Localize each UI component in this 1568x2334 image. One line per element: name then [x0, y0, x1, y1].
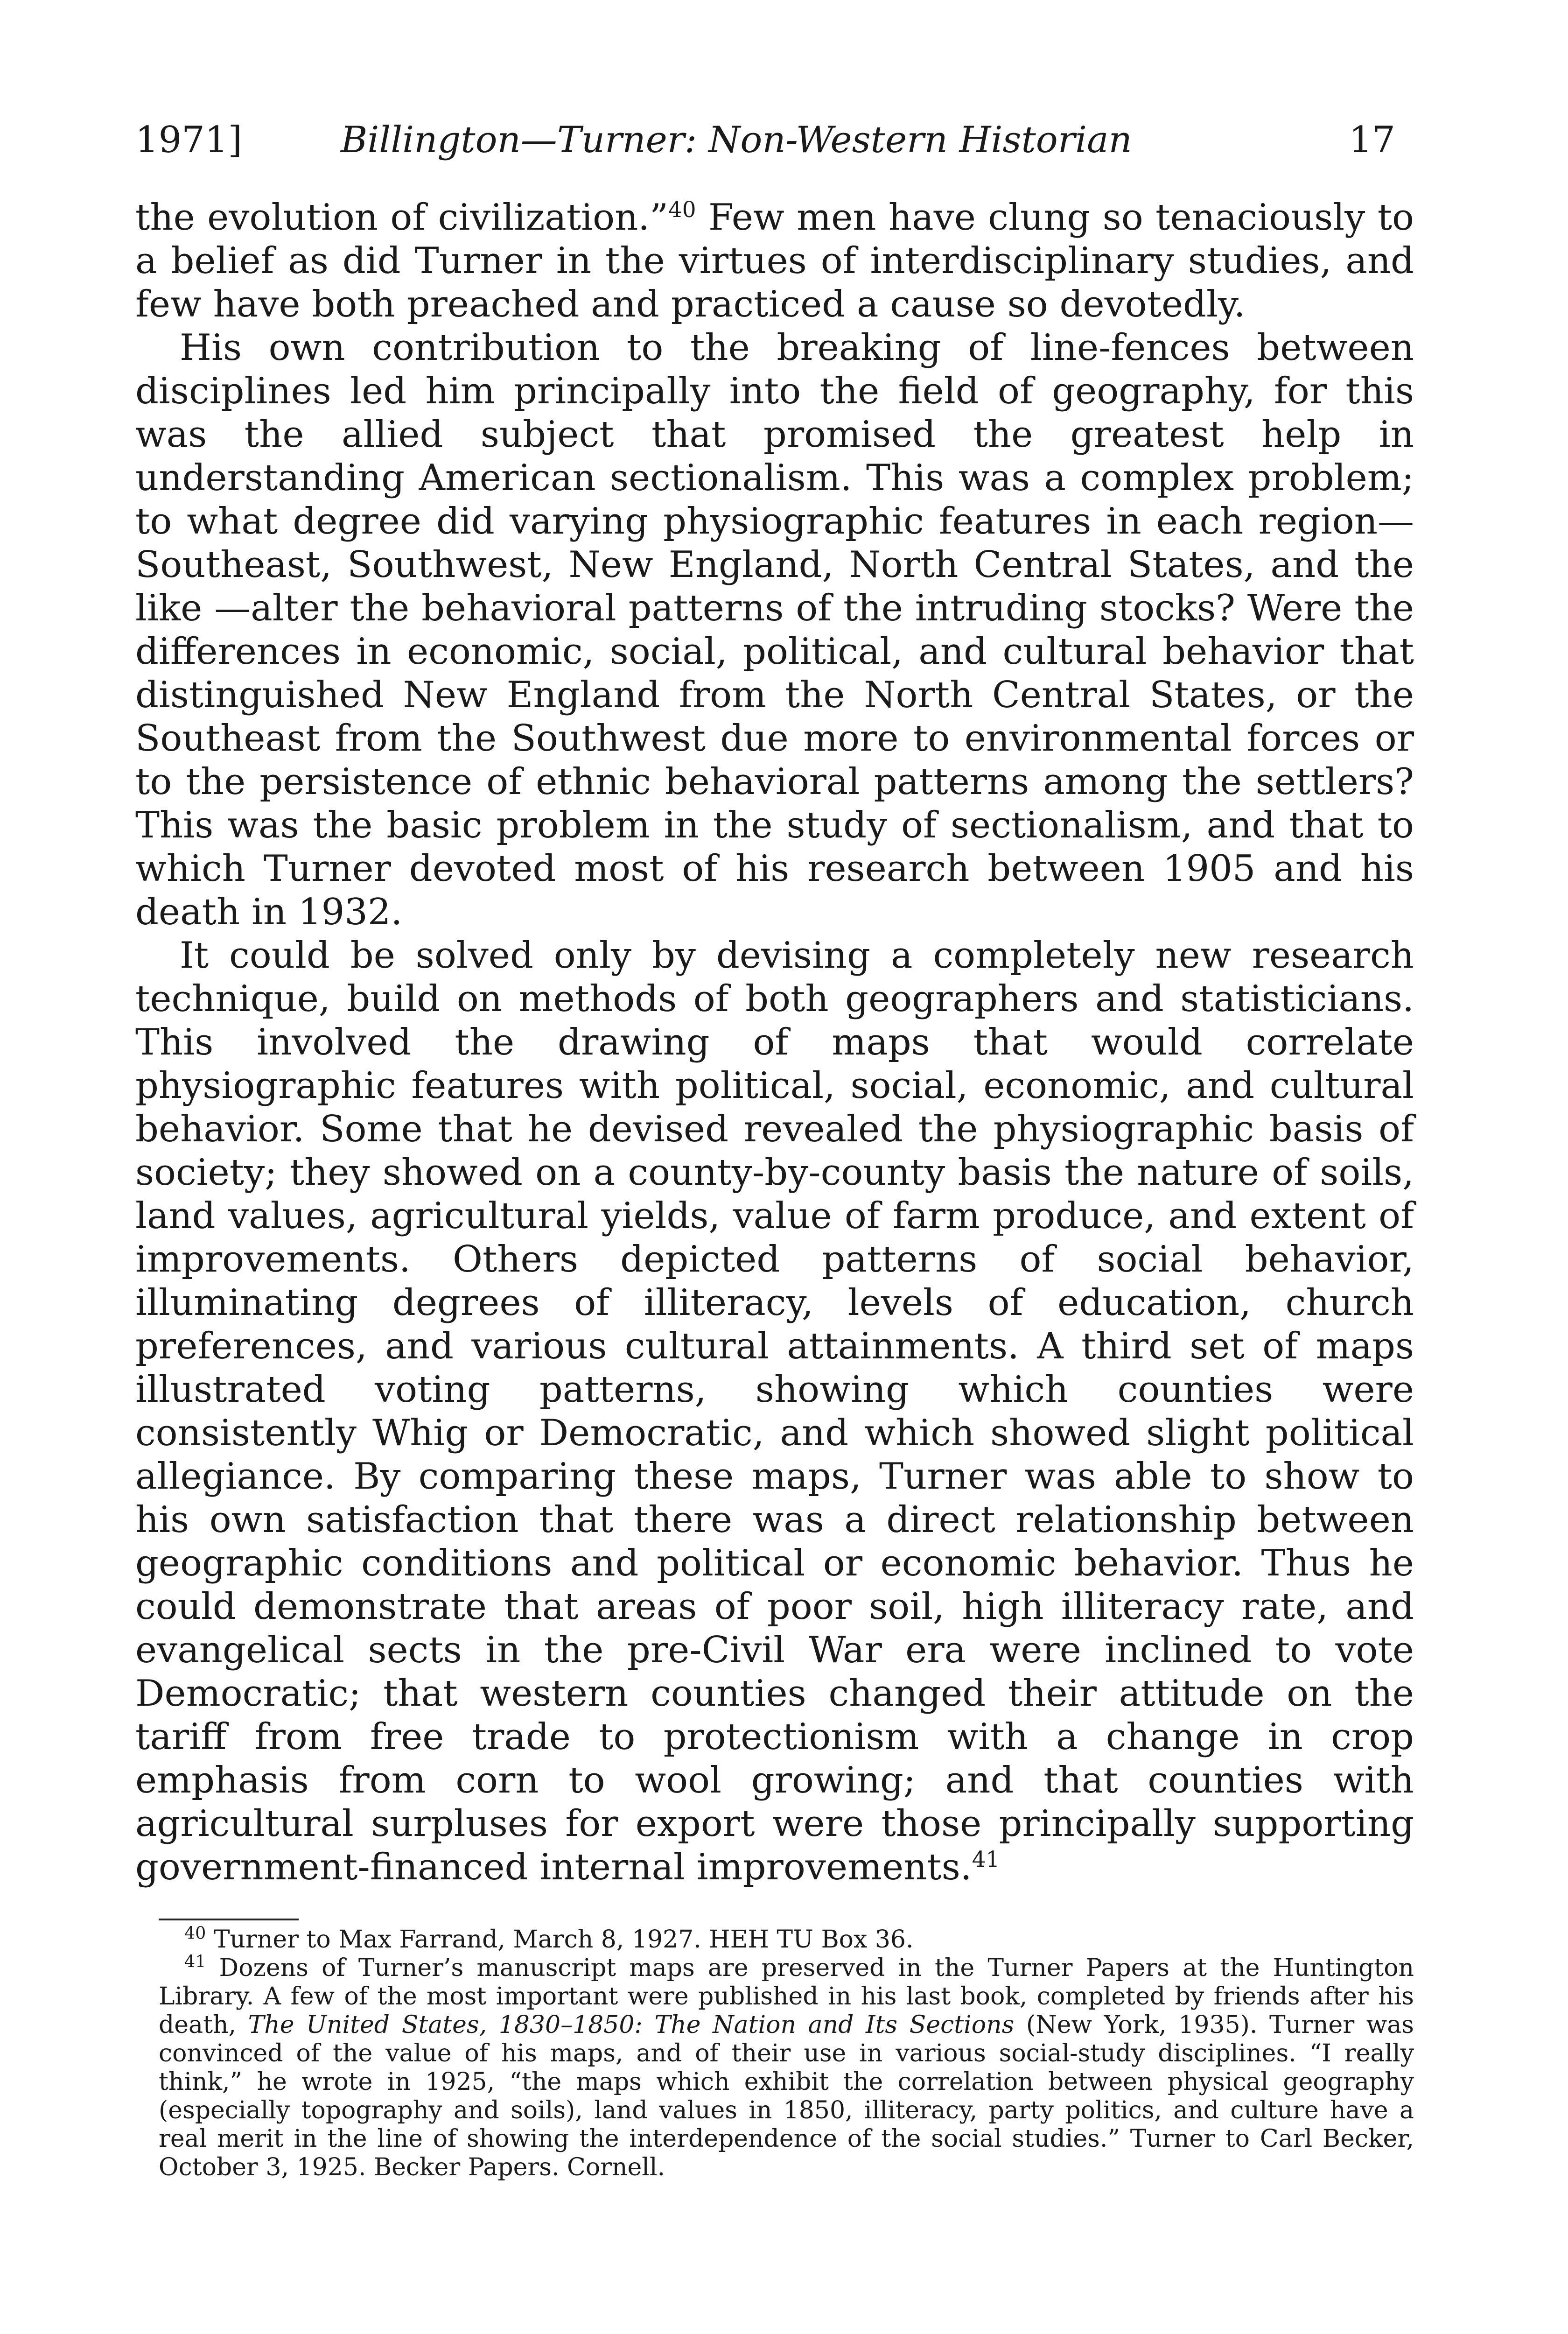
paragraph-1-text: the evolution of civilization.” [135, 197, 668, 239]
paragraph-1-tail: Few men have clung so tenaciously to a belief as did Turner in the virtues of interdisciplinary studies, and few have both preached and practiced a cause so devotedly. [135, 197, 1414, 325]
footnote-divider [159, 1919, 299, 1920]
paragraph-2-text: His own contribution to the breaking of line-fences between disciplines led him principally into the field of geography, for this was the allied subject that promised the greatest help in understanding American sectionalism. This was a complex problem; to what degree did varying physiographic features in each region—Southeast, Southwest, New England, North Central States, and the like —alter the behavioral patterns of the intruding stocks? Were the differences in economic, social, political, and cultural behavior that distinguished New England from the North Central States, or the Southeast from the Southwest due more to environmental forces or to the persistence of ethnic behavioral patterns among the settlers? This was the basic problem in the study of sectionalism, and that to which Turner devoted most of his research between 1905 and his death in 1932. [135, 327, 1414, 933]
footnote-ref-41: 41 [972, 1847, 1000, 1872]
footnote-ref-40: 40 [668, 197, 696, 223]
paragraph-3 [135, 934, 1414, 1889]
paragraph-2 [135, 326, 1414, 934]
footnote-40-number: 40 [184, 1923, 206, 1943]
running-header [135, 112, 1395, 168]
footnote-41-text-b: (New York, 1935). Turner was convinced of the value of his maps, and of their use in various social-study disciplines. “I really think,” he wrote in 1925, “the maps which exhibit the correlation between physical geography (especially topography and soils), land values in 1850, illiteracy, party politics, and culture have a real merit in the line of showing the interdependence of the social studies.” Turner to Carl Becker, October 3, 1925. Becker Papers. Cornell. [159, 2011, 1414, 2181]
footnote-40-text: Turner to Max Farrand, March 8, 1927. HEH TU Box 36. [213, 1926, 914, 1954]
paragraph-3-text: It could be solved only by devising a completely new research technique, build on methods of both geographers and statisticians. This involved the drawing of maps that would correlate physiographic features with political, social, economic, and cultural behavior. Some that he devised revealed the physiographic basis of society; they showed on a county-by-county basis the nature of soils, land values, agricultural yields, value of farm produce, and extent of improvements. Others depicted patterns of social behavior, illuminating degrees of illiteracy, levels of education, church preferences, and various cultural attainments. A third set of maps illustrated voting patterns, showing which counties were consistently Whig or Democratic, and which showed slight political allegiance. By comparing these maps, Turner was able to show to his own satisfaction that there was a direct relationship between geographic conditions and political or economic behavior. Thus he could demonstrate that areas of poor soil, high illiteracy rate, and evangelical sects in the pre-Civil War era were inclined to vote Democratic; that western counties changed their attitude on the tariff from free trade to protectionism with a change in crop emphasis from corn to wool growing; and that counties with agricultural surpluses for export were those principally supporting government-financed internal improvements. [135, 935, 1414, 1888]
header-year: 1971] [135, 119, 242, 161]
footnotes [159, 1923, 1414, 2182]
main-text [135, 196, 1414, 1889]
paragraph-1 [135, 196, 1414, 326]
footnote-41-number: 41 [184, 1951, 206, 1972]
footnote-40 [159, 1923, 1414, 1954]
header-running-title: Billington—Turner: Non-Western Historian [341, 119, 1132, 161]
footnote-41 [159, 1951, 1414, 2182]
footnote-41-book-title: The United States, 1830–1850: The Nation and Its Sections [248, 2011, 1015, 2039]
page-number: 17 [1349, 119, 1395, 161]
footnote-41-text-a: Dozens of Turner’s manuscript maps are preserved in the Turner Papers at the Huntington Library. A few of the most important were published in his last book, completed by friends after his death, [159, 1954, 1414, 2039]
